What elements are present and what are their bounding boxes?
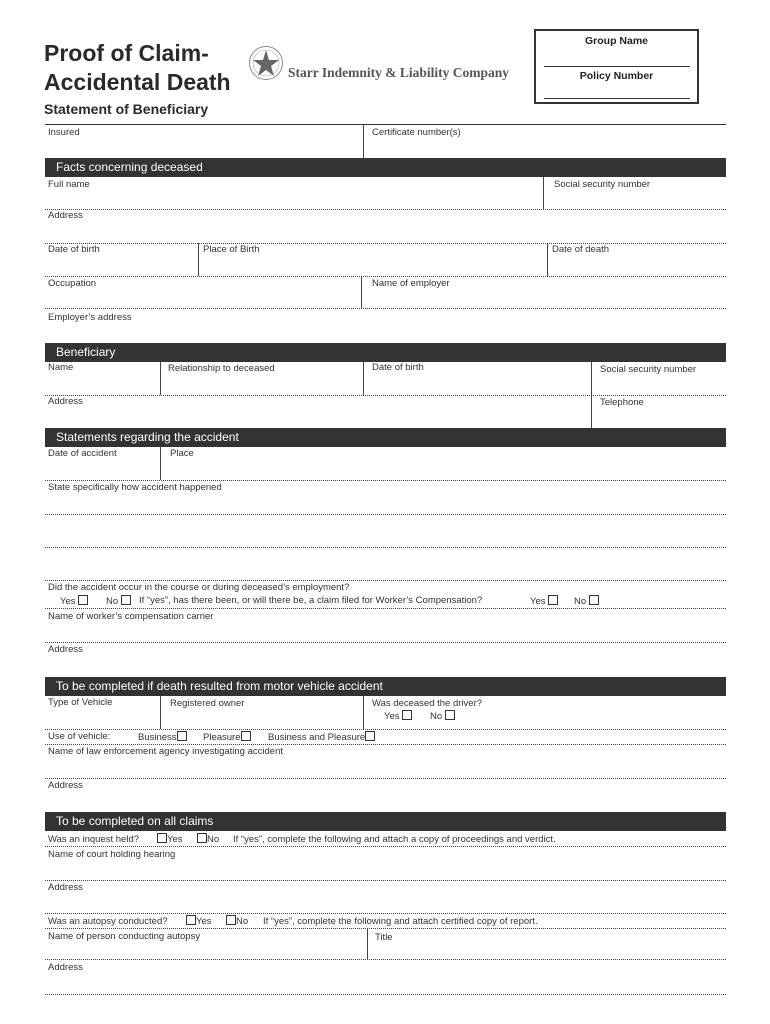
vehicle-type-label: Type of Vehicle: [48, 697, 113, 708]
workers-comp-question: If “yes”, has there been, or will there be, a claim filed for Worker’s Compensation?: [139, 595, 483, 606]
beneficiary-address-label: Address: [48, 396, 83, 407]
employment-yes-option[interactable]: [60, 595, 88, 607]
company-name: Starr Indemnity & Liability Company: [288, 65, 510, 80]
section-accident-heading: Statements regarding the accident: [45, 428, 726, 447]
inquest-question: Was an inquest held?: [48, 834, 140, 845]
deceased-birthplace-label: Place of Birth: [203, 244, 260, 255]
autopsy-no-label: No: [236, 916, 249, 927]
driver-no-option[interactable]: [430, 710, 455, 722]
use-pleasure-checkbox[interactable]: [241, 731, 251, 741]
deceased-dob-label: Date of birth: [48, 244, 100, 255]
autopsy-person-label: Name of person conducting autopsy: [48, 931, 201, 942]
employment-question: Did the accident occur in the course or during deceased’s employment?: [48, 582, 350, 593]
autopsy-address-label: Address: [48, 962, 83, 973]
deceased-ssn-label: Social security number: [554, 179, 651, 190]
deceased-address-label: Address: [48, 210, 83, 221]
rule: [45, 928, 726, 929]
divider: [160, 696, 161, 729]
use-business-label: Business: [138, 732, 177, 743]
driver-yes-checkbox[interactable]: [402, 710, 412, 720]
beneficiary-relationship-label: Relationship to deceased: [168, 363, 275, 374]
inquest-no-label: No: [207, 834, 220, 845]
section-beneficiary-heading: Beneficiary: [45, 343, 726, 362]
law-agency-label: Name of law enforcement agency investigating accident: [48, 746, 283, 757]
inquest-yes-label: Yes: [167, 834, 183, 845]
workers-comp-no-option[interactable]: [574, 595, 599, 607]
divider: [160, 447, 161, 480]
rule: [45, 959, 726, 960]
accident-how-line-2[interactable]: [45, 547, 726, 548]
use-both-label: Business and Pleasure: [268, 732, 366, 743]
autopsy-note: If “yes”, complete the following and attach certified copy of report.: [263, 916, 538, 927]
beneficiary-telephone-label: Telephone: [600, 397, 644, 408]
rule: [45, 395, 726, 396]
form-title-line1: Proof of Claim-: [44, 40, 209, 66]
group-name-label: Group Name: [584, 35, 648, 47]
divider: [367, 928, 368, 959]
autopsy-yes-label: Yes: [196, 916, 212, 927]
use-both-checkbox[interactable]: [365, 731, 375, 741]
group-policy-box: [534, 29, 699, 104]
starr-logo-icon: [248, 45, 284, 81]
inquest-yes-option[interactable]: [157, 833, 183, 845]
workers-comp-yes-checkbox[interactable]: [548, 595, 558, 605]
form-title-line2: Accidental Death: [44, 69, 231, 95]
workers-comp-address-label: Address: [48, 644, 83, 655]
autopsy-no-checkbox[interactable]: [226, 915, 236, 925]
rule: [45, 209, 726, 210]
beneficiary-ssn-label: Social security number: [600, 364, 697, 375]
certificate-label: Certificate number(s): [372, 127, 461, 138]
form-subtitle: Statement of Beneficiary: [44, 101, 209, 117]
rule: [45, 608, 726, 609]
beneficiary-name-label: Name: [48, 362, 74, 373]
divider: [547, 243, 548, 276]
divider: [363, 696, 364, 729]
court-name-label: Name of court holding hearing: [48, 849, 176, 860]
use-pleasure-label: Pleasure: [203, 732, 241, 743]
inquest-yes-checkbox[interactable]: [157, 833, 167, 843]
use-pleasure-option[interactable]: [203, 731, 251, 743]
autopsy-question: Was an autopsy conducted?: [48, 916, 168, 927]
section-deceased-heading: Facts concerning deceased: [45, 158, 726, 177]
rule: [45, 276, 726, 277]
driver-question: Was deceased the driver?: [372, 698, 483, 709]
section-motor-vehicle-heading: To be completed if death resulted from motor vehicle accident: [45, 677, 726, 696]
law-agency-address-label: Address: [48, 780, 83, 791]
registered-owner-label: Registered owner: [170, 698, 245, 709]
accident-place-label: Place: [170, 448, 194, 459]
group-name-line[interactable]: [544, 66, 690, 67]
deceased-full-name-label: Full name: [48, 179, 90, 190]
section-all-claims-heading: To be completed on all claims: [45, 812, 726, 831]
rule: [45, 778, 726, 779]
divider: [361, 276, 362, 308]
deceased-employer-label: Name of employer: [372, 278, 450, 289]
rule: [45, 846, 726, 847]
workers-comp-yes-label: Yes: [530, 596, 546, 607]
autopsy-title-label: Title: [375, 932, 393, 943]
autopsy-yes-checkbox[interactable]: [186, 915, 196, 925]
rule: [45, 480, 726, 481]
workers-comp-no-label: No: [574, 596, 587, 607]
employment-no-checkbox[interactable]: [121, 595, 131, 605]
workers-comp-carrier-label: Name of worker’s compensation carrier: [48, 611, 214, 622]
accident-how-label: State specifically how accident happened: [48, 482, 222, 493]
policy-number-label: Policy Number: [579, 70, 654, 82]
court-address-label: Address: [48, 882, 83, 893]
rule: [45, 913, 726, 914]
accident-how-line-1[interactable]: [45, 514, 726, 515]
autopsy-yes-option[interactable]: [186, 915, 212, 927]
inquest-note: If “yes”, complete the following and attach a copy of proceedings and verdict.: [233, 834, 556, 845]
inquest-no-option[interactable]: [197, 833, 219, 845]
rule: [45, 124, 726, 125]
use-both-option[interactable]: [268, 731, 375, 743]
employment-yes-label: Yes: [60, 596, 76, 607]
policy-number-line[interactable]: [544, 98, 690, 99]
driver-no-label: No: [430, 711, 443, 722]
rule: [45, 729, 726, 730]
autopsy-no-option[interactable]: [226, 915, 248, 927]
use-business-checkbox[interactable]: [177, 731, 187, 741]
rule: [45, 308, 726, 309]
rule: [45, 744, 726, 745]
divider: [198, 243, 199, 276]
beneficiary-dob-label: Date of birth: [372, 362, 424, 373]
rule: [45, 243, 726, 244]
workers-comp-yes-option[interactable]: [530, 595, 558, 607]
employment-no-label: No: [106, 596, 119, 607]
employment-no-option[interactable]: [106, 595, 131, 607]
inquest-no-checkbox[interactable]: [197, 833, 207, 843]
deceased-occupation-label: Occupation: [48, 278, 97, 289]
driver-yes-option[interactable]: [384, 710, 412, 722]
divider: [363, 362, 364, 395]
rule: [45, 994, 726, 995]
divider: [543, 177, 544, 209]
rule: [45, 880, 726, 881]
employment-yes-checkbox[interactable]: [78, 595, 88, 605]
deceased-death-date-label: Date of death: [552, 244, 610, 255]
driver-yes-label: Yes: [384, 711, 400, 722]
divider: [160, 362, 161, 395]
divider: [363, 125, 364, 159]
accident-how-line-3[interactable]: [45, 580, 726, 581]
accident-date-label: Date of accident: [48, 448, 117, 459]
insured-label: Insured: [48, 127, 80, 138]
workers-comp-no-checkbox[interactable]: [589, 595, 599, 605]
driver-no-checkbox[interactable]: [445, 710, 455, 720]
vehicle-use-label: Use of vehicle:: [48, 731, 111, 742]
rule: [45, 642, 726, 643]
use-business-option[interactable]: [138, 731, 187, 743]
deceased-employer-address-label: Employer’s address: [48, 312, 132, 323]
